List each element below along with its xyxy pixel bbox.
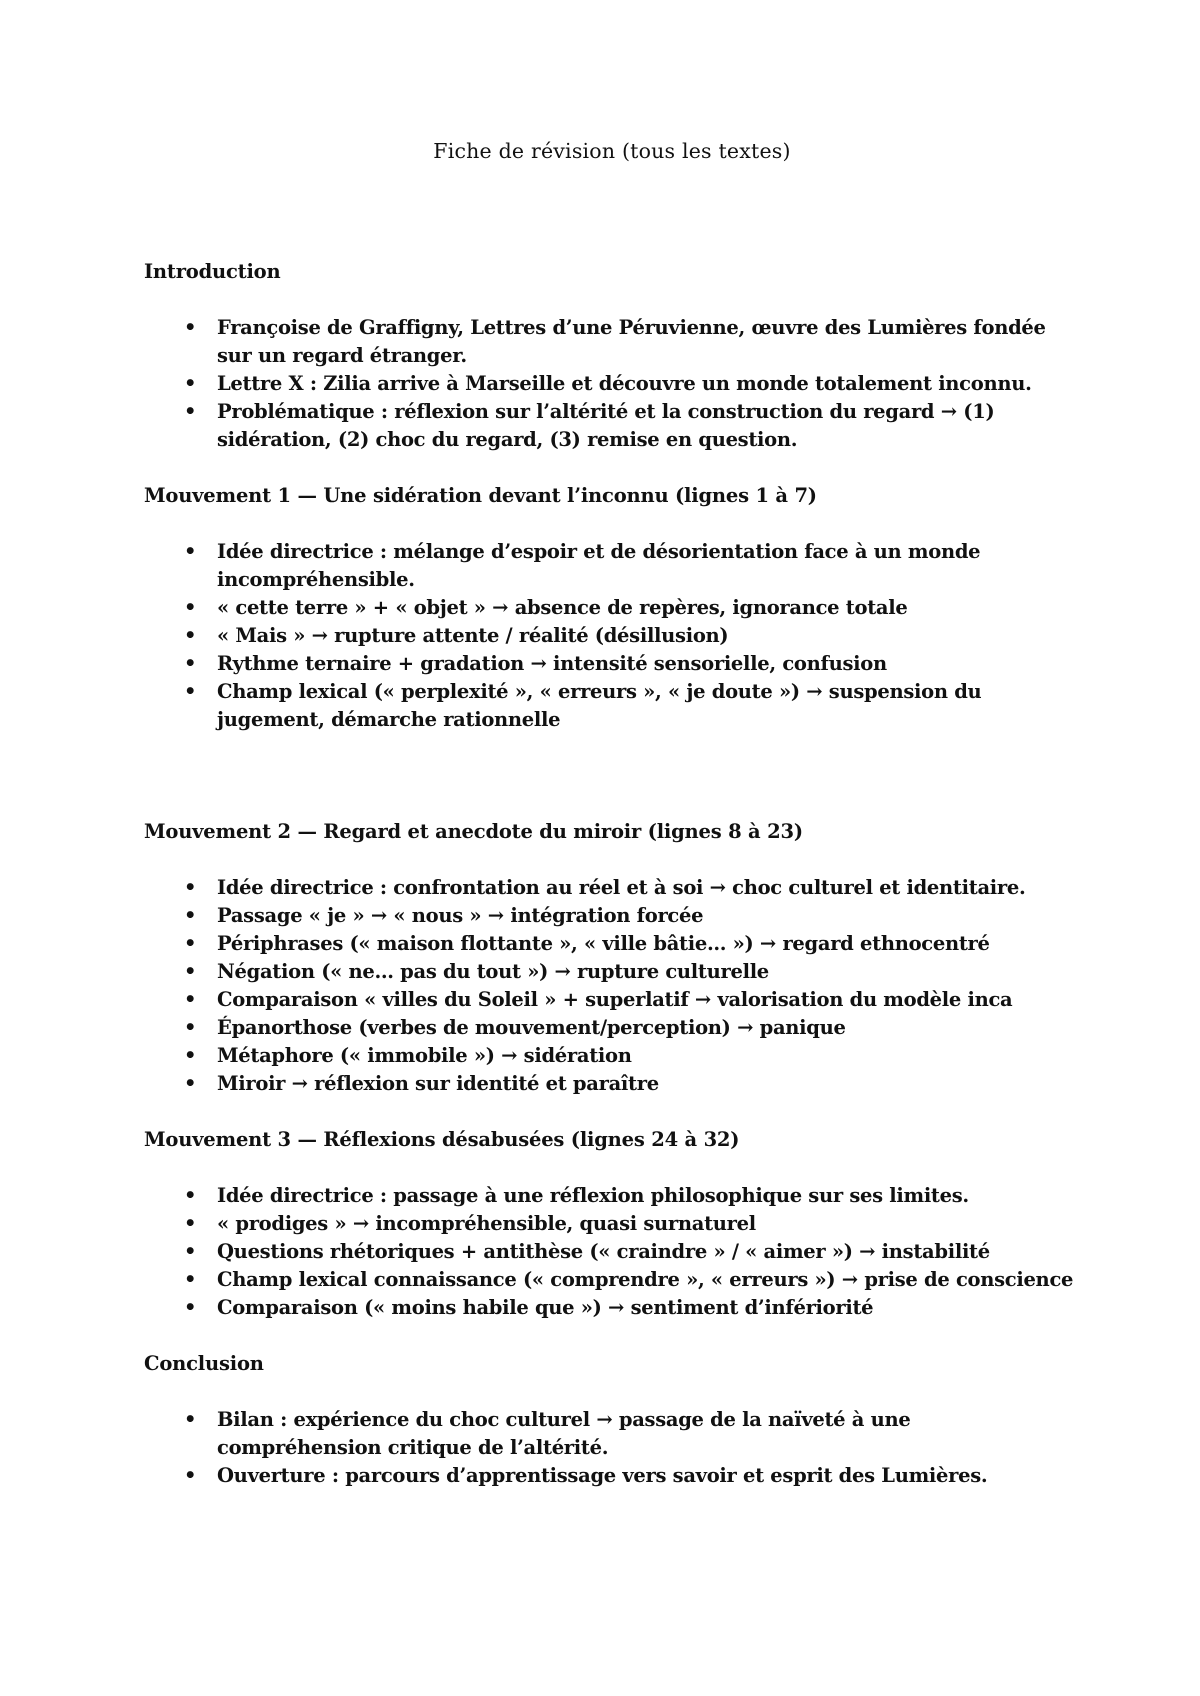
list-item-text: Champ lexical connaissance (« comprendre », « erreurs ») → prise de conscience bbox=[217, 1268, 1074, 1291]
list-item bbox=[144, 314, 1080, 370]
list-item-text: Lettre X : Zilia arrive à Marseille et découvre un monde totalement inconnu. bbox=[217, 372, 1032, 395]
list-item bbox=[144, 902, 1080, 930]
bullet-icon: • bbox=[184, 960, 197, 983]
list-item bbox=[144, 1462, 1080, 1490]
list-item-text: Comparaison (« moins habile que ») → sentiment d’infériorité bbox=[217, 1296, 874, 1319]
list-item bbox=[144, 1182, 1080, 1210]
list-item-text: Problématique : réflexion sur l’altérité et la construction du regard → (1) sidération, (2) choc du regard, (3) remise en question. bbox=[217, 400, 995, 451]
bullet-icon: • bbox=[184, 1044, 197, 1067]
list-item bbox=[144, 370, 1080, 398]
bullet-icon: • bbox=[184, 624, 197, 647]
bullet-icon: • bbox=[184, 652, 197, 675]
list-item bbox=[144, 1238, 1080, 1266]
list-item-text: « Mais » → rupture attente / réalité (désillusion) bbox=[217, 624, 729, 647]
bullet-icon: • bbox=[184, 1072, 197, 1095]
mouvement-2-list bbox=[144, 874, 1080, 1098]
bullet-icon: • bbox=[184, 932, 197, 955]
list-item-text: Métaphore (« immobile ») → sidération bbox=[217, 1044, 632, 1067]
list-item-text: Comparaison « villes du Soleil » + superlatif → valorisation du modèle inca bbox=[217, 988, 1013, 1011]
mouvement-3-list bbox=[144, 1182, 1080, 1322]
list-item-text: Périphrases (« maison flottante », « ville bâtie… ») → regard ethnocentré bbox=[217, 932, 990, 955]
list-item bbox=[144, 958, 1080, 986]
bullet-icon: • bbox=[184, 876, 197, 899]
list-item bbox=[144, 1070, 1080, 1098]
list-item-text: Négation (« ne… pas du tout ») → rupture culturelle bbox=[217, 960, 769, 983]
section-heading-conclusion: Conclusion bbox=[144, 1352, 264, 1375]
list-item bbox=[144, 538, 1080, 594]
list-item bbox=[144, 1406, 1080, 1462]
introduction-list bbox=[144, 314, 1080, 454]
list-item bbox=[144, 1294, 1080, 1322]
bullet-icon: • bbox=[184, 680, 197, 703]
list-item bbox=[144, 1042, 1080, 1070]
bullet-icon: • bbox=[184, 1464, 197, 1487]
list-item-text: Bilan : expérience du choc culturel → passage de la naïveté à une compréhension critique de l’altérité. bbox=[217, 1408, 911, 1459]
list-item bbox=[144, 986, 1080, 1014]
bullet-icon: • bbox=[184, 372, 197, 395]
bullet-icon: • bbox=[184, 596, 197, 619]
conclusion-list bbox=[144, 1406, 1080, 1490]
list-item-text: Ouverture : parcours d’apprentissage vers savoir et esprit des Lumières. bbox=[217, 1464, 988, 1487]
bullet-icon: • bbox=[184, 400, 197, 423]
list-item bbox=[144, 1266, 1080, 1294]
list-item bbox=[144, 930, 1080, 958]
list-item-text: Idée directrice : confrontation au réel et à soi → choc culturel et identitaire. bbox=[217, 876, 1026, 899]
document-title: Fiche de révision (tous les textes) bbox=[433, 139, 791, 163]
bullet-icon: • bbox=[184, 540, 197, 563]
list-item-text: Miroir → réflexion sur identité et paraître bbox=[217, 1072, 659, 1095]
list-item bbox=[144, 622, 1080, 650]
list-item-text: Idée directrice : passage à une réflexion philosophique sur ses limites. bbox=[217, 1184, 969, 1207]
list-item bbox=[144, 1014, 1080, 1042]
list-item-text: Champ lexical (« perplexité », « erreurs », « je doute ») → suspension du jugement, démarche rationnelle bbox=[217, 680, 982, 731]
list-item bbox=[144, 650, 1080, 678]
list-item-text: « prodiges » → incompréhensible, quasi surnaturel bbox=[217, 1212, 756, 1235]
section-heading-introduction: Introduction bbox=[144, 260, 281, 283]
list-item bbox=[144, 1210, 1080, 1238]
list-item-text: « cette terre » + « objet » → absence de repères, ignorance totale bbox=[217, 596, 908, 619]
mouvement-1-list bbox=[144, 538, 1080, 734]
bullet-icon: • bbox=[184, 1212, 197, 1235]
list-item-text: Idée directrice : mélange d’espoir et de désorientation face à un monde incompréhensible. bbox=[217, 540, 981, 591]
bullet-icon: • bbox=[184, 1296, 197, 1319]
bullet-icon: • bbox=[184, 1184, 197, 1207]
section-heading-mouvement-1: Mouvement 1 — Une sidération devant l’inconnu (lignes 1 à 7) bbox=[144, 484, 817, 507]
list-item-text: Rythme ternaire + gradation → intensité sensorielle, confusion bbox=[217, 652, 887, 675]
section-heading-mouvement-2: Mouvement 2 — Regard et anecdote du miroir (lignes 8 à 23) bbox=[144, 820, 803, 843]
list-item-text: Passage « je » → « nous » → intégration forcée bbox=[217, 904, 704, 927]
bullet-icon: • bbox=[184, 1268, 197, 1291]
list-item bbox=[144, 594, 1080, 622]
section-heading-mouvement-3: Mouvement 3 — Réflexions désabusées (lignes 24 à 32) bbox=[144, 1128, 740, 1151]
bullet-icon: • bbox=[184, 316, 197, 339]
list-item-text: Questions rhétoriques + antithèse (« craindre » / « aimer ») → instabilité bbox=[217, 1240, 990, 1263]
bullet-icon: • bbox=[184, 1016, 197, 1039]
list-item bbox=[144, 678, 1080, 734]
list-item-text: Épanorthose (verbes de mouvement/perception) → panique bbox=[217, 1016, 846, 1039]
list-item bbox=[144, 874, 1080, 902]
list-item-text: Françoise de Graffigny, Lettres d’une Péruvienne, œuvre des Lumières fondée sur un regard étranger. bbox=[217, 316, 1046, 367]
bullet-icon: • bbox=[184, 988, 197, 1011]
bullet-icon: • bbox=[184, 1408, 197, 1431]
bullet-icon: • bbox=[184, 904, 197, 927]
bullet-icon: • bbox=[184, 1240, 197, 1263]
list-item bbox=[144, 398, 1080, 454]
